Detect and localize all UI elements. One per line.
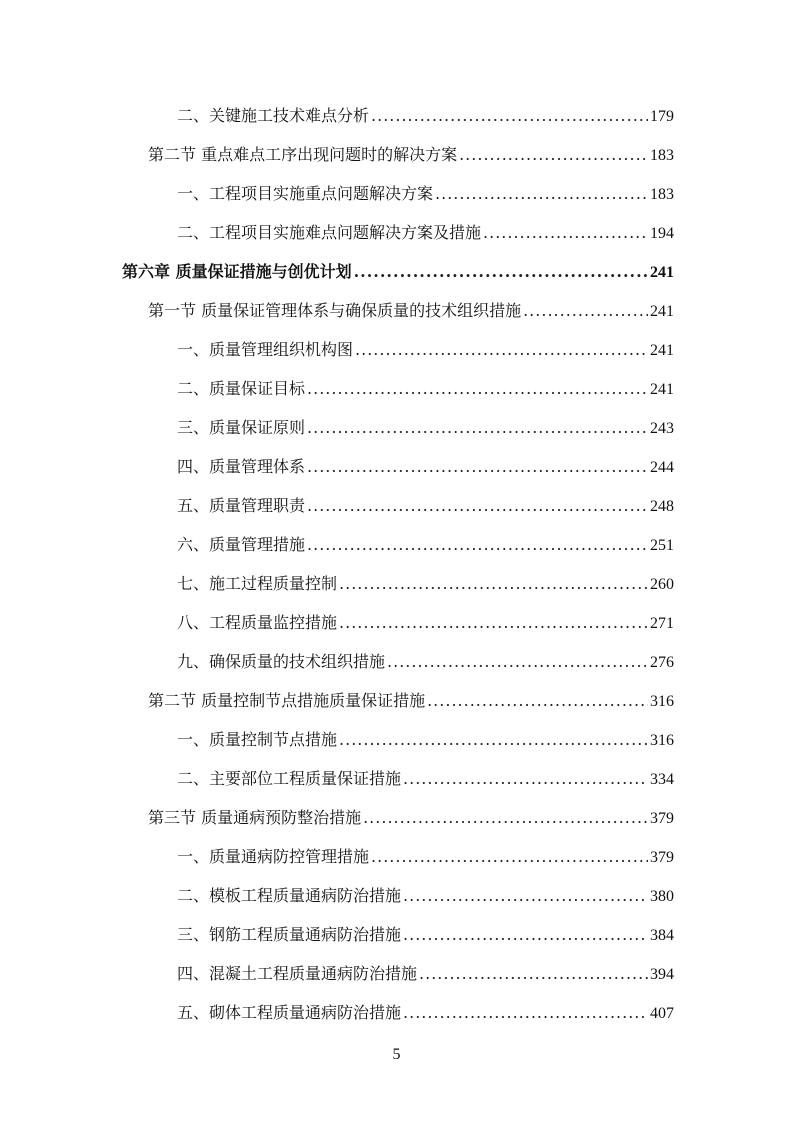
toc-entry[interactable] [177,922,674,948]
toc-entry-title: 六、质量管理措施 [177,535,306,554]
toc-entry[interactable] [177,1000,674,1026]
page-number: 5 [392,1046,401,1063]
toc-entry-page: 260 [650,576,674,593]
toc-entry-title: 七、施工过程质量控制 [177,574,338,593]
toc-entry-title: 第三节 质量通病预防整治措施 [148,808,362,827]
toc-entry-page: 241 [650,303,674,320]
toc-entry[interactable] [177,454,674,480]
toc-entry-title: 一、质量控制节点措施 [177,730,338,749]
toc-entry-title: 二、模板工程质量通病防治措施 [177,886,402,905]
toc-entry-page: 276 [650,654,674,671]
dot-leader [307,532,648,558]
toc-entry[interactable] [177,961,674,987]
toc-entry-title: 二、质量保证目标 [177,379,306,398]
dot-leader [363,805,648,831]
toc-entry-page: 379 [650,849,674,866]
toc-entry-title: 五、质量管理职责 [177,496,306,515]
toc-entry[interactable] [177,181,674,207]
dot-leader [307,454,648,480]
toc-entry[interactable] [177,649,674,675]
dot-leader [419,961,648,987]
toc-entry[interactable] [177,727,674,753]
dot-leader [355,337,648,363]
dot-leader [403,883,648,909]
toc-entry-title: 一、质量通病防控管理措施 [177,847,370,866]
dot-leader [371,103,648,129]
toc-entry-page: 183 [650,147,674,164]
toc-entry-page: 384 [650,927,674,944]
toc-entry-page: 407 [650,1005,674,1022]
toc-entry[interactable] [177,493,674,519]
toc-entry-page: 241 [650,264,674,281]
dot-leader [307,376,648,402]
toc-entry-page: 241 [650,381,674,398]
toc-entry-title: 第二节 重点难点工序出现问题时的解决方案 [148,145,458,164]
toc-entry[interactable] [177,103,674,129]
toc-entry-page: 244 [650,459,674,476]
toc-entry[interactable] [177,532,674,558]
toc-entry-page: 334 [650,771,674,788]
toc-entry-page: 316 [650,732,674,749]
dot-leader [339,610,648,636]
toc-entry[interactable] [177,376,674,402]
toc-entry-title: 二、主要部位工程质量保证措施 [177,769,402,788]
toc-entry[interactable] [148,298,674,324]
toc-entry[interactable] [177,766,674,792]
toc-entry-page: 179 [650,108,674,125]
dot-leader [403,1000,648,1026]
toc-entry[interactable] [177,883,674,909]
toc-entry-title: 九、确保质量的技术组织措施 [177,652,386,671]
toc-entry-title: 二、工程项目实施难点问题解决方案及措施 [177,223,482,242]
toc-entry[interactable] [177,220,674,246]
dot-leader [387,649,648,675]
dot-leader [371,844,648,870]
dot-leader [427,688,648,714]
toc-entry-page: 194 [650,225,674,242]
toc-entry-title: 五、砌体工程质量通病防治措施 [177,1003,402,1022]
toc-entry-page: 271 [650,615,674,632]
dot-leader [523,298,648,324]
toc-entry-page: 316 [650,693,674,710]
dot-leader [307,415,648,441]
toc-entry-title: 第六章 质量保证措施与创优计划 [122,262,352,281]
toc-entry-page: 251 [650,537,674,554]
toc-entry-title: 四、混凝土工程质量通病防治措施 [177,964,418,983]
toc-entry-page: 241 [650,342,674,359]
toc-entry-page: 248 [650,498,674,515]
toc-entry[interactable] [148,142,674,168]
dot-leader [403,766,648,792]
toc-entry-title: 八、工程质量监控措施 [177,613,338,632]
toc-entry-title: 三、质量保证原则 [177,418,306,437]
dot-leader [435,181,648,207]
dot-leader [339,727,648,753]
dot-leader [307,493,648,519]
toc-entry-title: 一、质量管理组织机构图 [177,340,354,359]
toc-entry[interactable] [148,805,674,831]
toc-entry-page: 394 [650,966,674,983]
toc-entry-page: 243 [650,420,674,437]
toc-entry-title: 第二节 质量控制节点措施质量保证措施 [148,691,426,710]
toc-entry-title: 一、工程项目实施重点问题解决方案 [177,184,434,203]
toc-entry[interactable] [177,415,674,441]
toc-entry-page: 183 [650,186,674,203]
toc-entry-title: 第一节 质量保证管理体系与确保质量的技术组织措施 [148,301,522,320]
toc-entry-page: 379 [650,810,674,827]
toc-entry[interactable] [177,610,674,636]
dot-leader [403,922,648,948]
dot-leader [354,259,648,285]
toc-entry-title: 二、关键施工技术难点分析 [177,106,370,125]
toc-entry-page: 380 [650,888,674,905]
toc-chapter-entry[interactable] [122,259,674,285]
toc-entry[interactable] [148,688,674,714]
dot-leader [339,571,648,597]
toc-entry[interactable] [177,571,674,597]
toc-entry[interactable] [177,337,674,363]
toc-entry-title: 三、钢筋工程质量通病防治措施 [177,925,402,944]
toc-entry[interactable] [177,844,674,870]
dot-leader [459,142,648,168]
toc-entry-title: 四、质量管理体系 [177,457,306,476]
dot-leader [483,220,648,246]
